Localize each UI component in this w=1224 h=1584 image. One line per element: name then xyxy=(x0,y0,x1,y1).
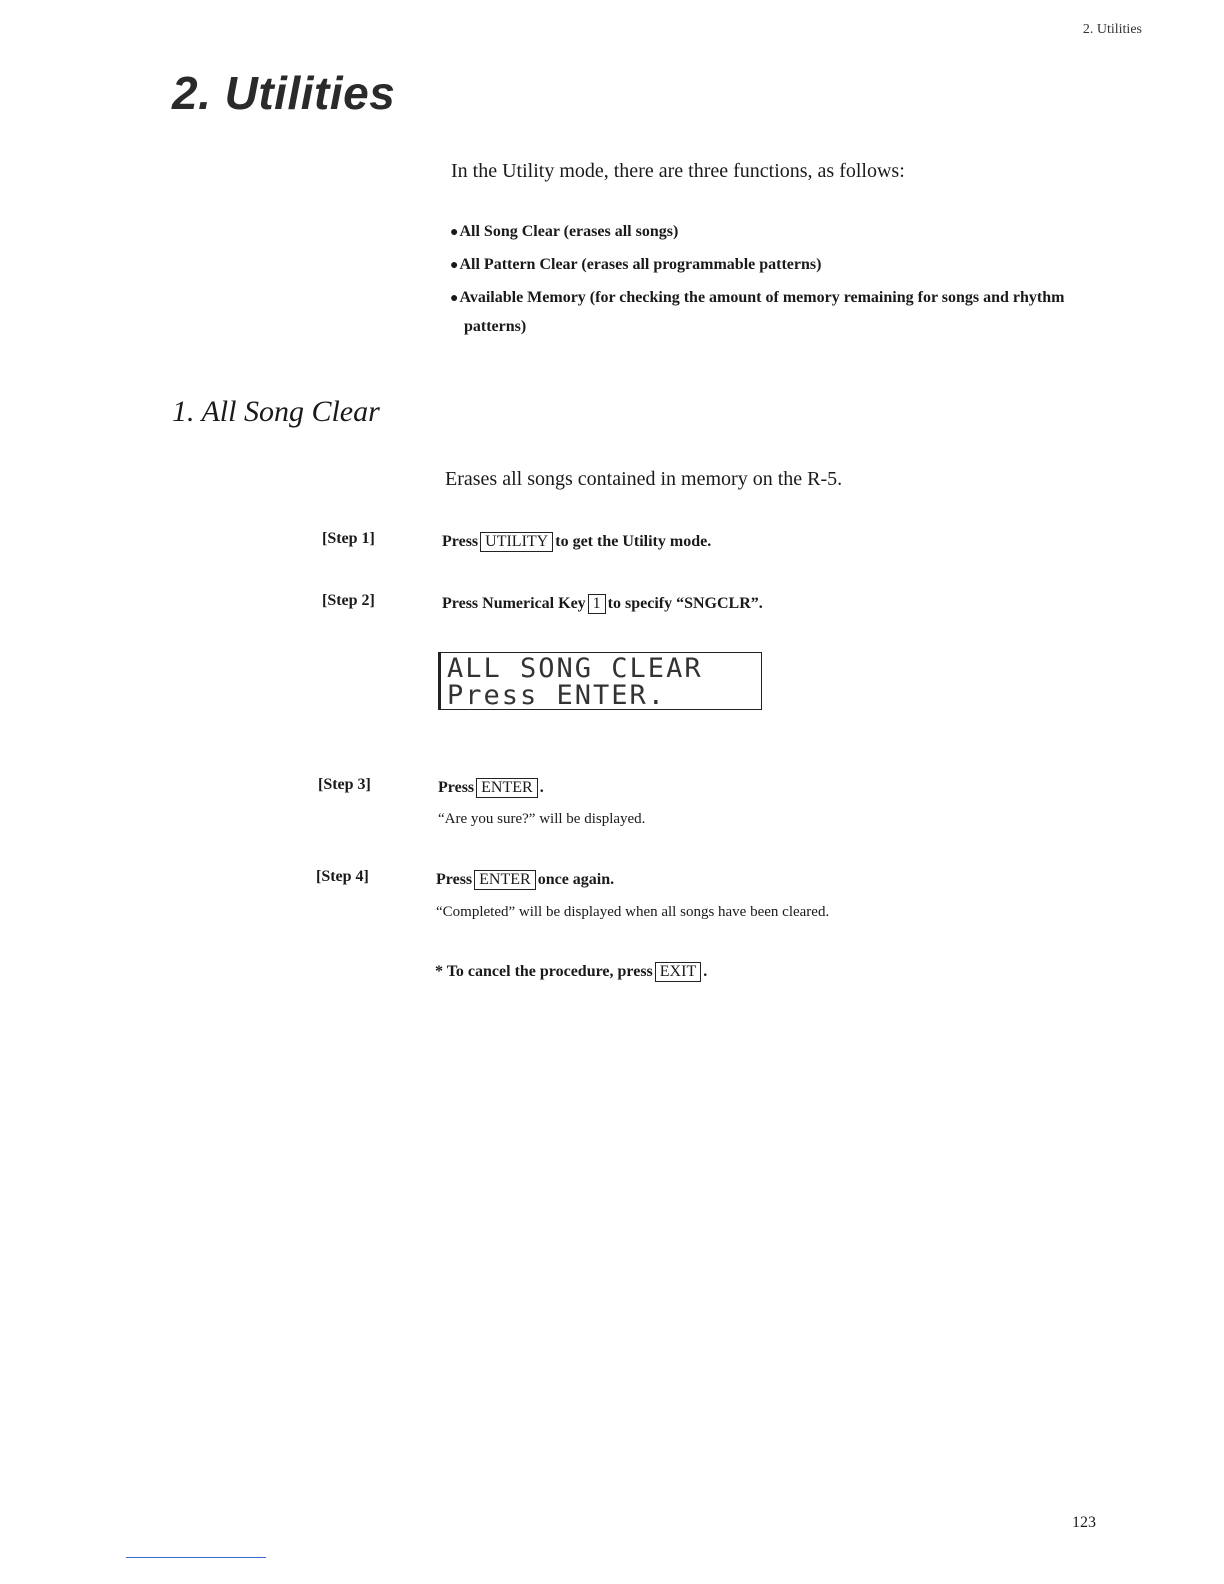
step-pre: Press xyxy=(436,871,473,888)
step-pre: Press xyxy=(442,533,479,550)
enter-key: ENTER xyxy=(474,870,536,890)
numerical-key-1: 1 xyxy=(588,594,606,614)
section-intro: Erases all songs contained in memory on the R-5. xyxy=(445,468,843,490)
step-label: [Step 3] xyxy=(318,776,371,793)
step-post: to specify “SNGCLR”. xyxy=(607,595,763,612)
step-result: “Completed” will be displayed when all songs have been cleared. xyxy=(436,904,830,920)
cancel-note xyxy=(435,962,707,982)
step-post: once again. xyxy=(537,871,615,888)
section-title: 1. All Song Clear xyxy=(172,395,380,428)
step-result: “Are you sure?” will be displayed. xyxy=(438,811,646,827)
step-text xyxy=(438,778,544,798)
function-text: Available Memory (for checking the amount of memory remaining for songs and rhythm xyxy=(459,289,1065,306)
list-item xyxy=(450,288,1150,337)
bullet-icon: ● xyxy=(450,258,459,273)
function-text-continued: patterns) xyxy=(464,318,527,335)
chapter-title: 2. Utilities xyxy=(172,67,396,119)
note-post: . xyxy=(703,963,708,980)
footer-divider xyxy=(126,1557,266,1558)
step-label: [Step 1] xyxy=(322,530,375,547)
step-label: [Step 4] xyxy=(316,868,369,885)
running-header: 2. Utilities xyxy=(1082,22,1142,37)
intro-text: In the Utility mode, there are three functions, as follows: xyxy=(451,160,905,182)
step-pre: Press xyxy=(438,779,475,796)
lcd-line-2: Press ENTER. xyxy=(447,680,667,711)
function-list xyxy=(450,222,1150,349)
step-post: to get the Utility mode. xyxy=(555,533,712,550)
bullet-icon: ● xyxy=(450,291,459,306)
step-text xyxy=(436,870,614,890)
step-label: [Step 2] xyxy=(322,592,375,609)
function-text: All Pattern Clear (erases all programmable patterns) xyxy=(459,256,822,273)
note-pre: * To cancel the procedure, press xyxy=(435,963,653,980)
lcd-display xyxy=(438,652,762,710)
utility-key: UTILITY xyxy=(480,532,553,552)
list-item xyxy=(450,255,1150,276)
step-text xyxy=(442,594,763,614)
step-post: . xyxy=(539,779,544,796)
function-text: All Song Clear (erases all songs) xyxy=(459,223,679,240)
list-item xyxy=(450,222,1150,243)
step-text xyxy=(442,532,711,552)
exit-key: EXIT xyxy=(655,962,701,982)
step-pre: Press Numerical Key xyxy=(442,595,586,612)
page-number: 123 xyxy=(1072,1514,1096,1531)
bullet-icon: ● xyxy=(450,225,459,240)
enter-key: ENTER xyxy=(476,778,538,798)
lcd-line-1: ALL SONG CLEAR xyxy=(447,653,703,684)
